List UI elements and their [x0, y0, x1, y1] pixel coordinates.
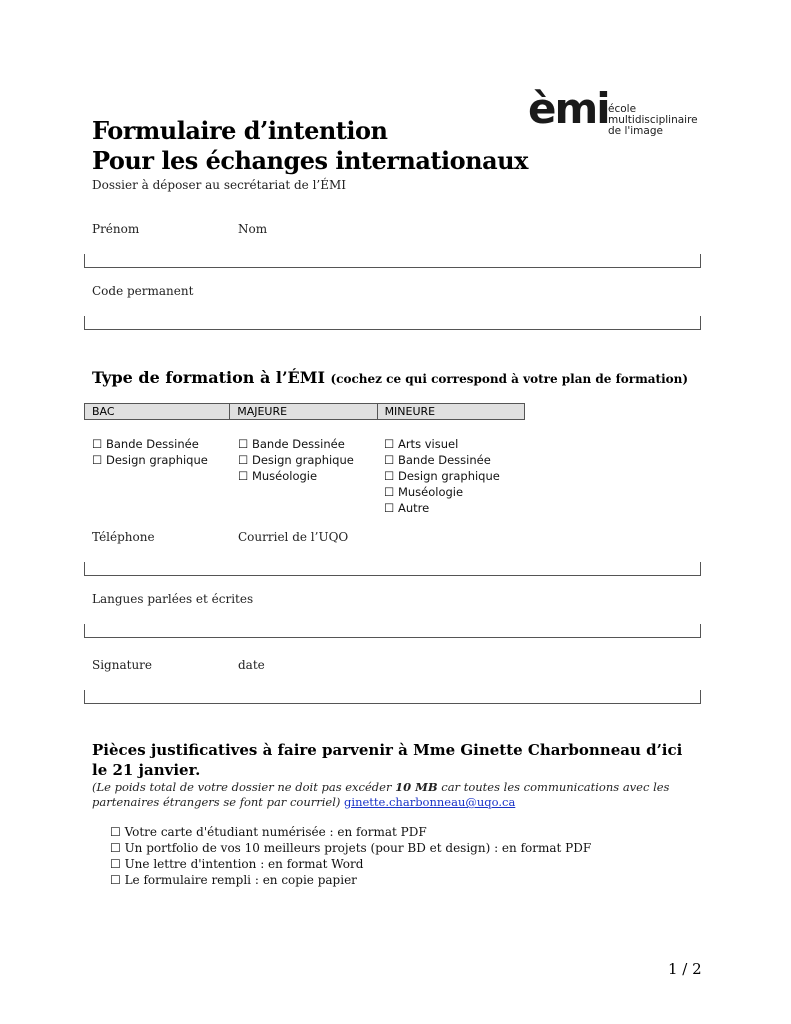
mineure-option-arts-visuel[interactable]: ☐ Arts visuel — [384, 437, 459, 451]
bac-option-bande-dessinee[interactable]: ☐ Bande Dessinée — [92, 437, 199, 451]
majeure-option-bande-dessinee[interactable]: ☐ Bande Dessinée — [238, 437, 345, 451]
page-subtitle: Dossier à déposer au secrétariat de l’ÉMI — [92, 178, 347, 192]
pieces-title: Pièces justificatives à faire parvenir à Mme Ginette Charbonneau d’ici le 21 janvier. — [92, 741, 683, 779]
langues-field[interactable] — [84, 624, 701, 638]
prenom-nom-field[interactable] — [84, 254, 701, 268]
langues-label: Langues parlées et écrites — [92, 592, 254, 606]
formation-section-title — [92, 368, 688, 387]
mineure-option-design-graphique[interactable]: ☐ Design graphique — [384, 469, 500, 483]
mineure-options — [384, 436, 500, 516]
nom-label: Nom — [238, 222, 268, 236]
logo-line-3: de l'image — [608, 125, 663, 137]
document-item-lettre[interactable]: ☐ Une lettre d'intention : en format Word — [110, 857, 364, 871]
logo-line-1: école — [608, 103, 637, 115]
majeure-option-design-graphique[interactable]: ☐ Design graphique — [238, 453, 354, 467]
document-item-portfolio[interactable]: ☐ Un portfolio de vos 10 meilleurs projets (pour BD et design) : en format PDF — [110, 841, 592, 855]
telephone-courriel-field[interactable] — [84, 562, 701, 576]
signature-label: Signature — [92, 658, 153, 672]
code-permanent-label: Code permanent — [92, 284, 194, 298]
logo-mark: èmi — [528, 84, 609, 133]
logo-line-2: multidisciplinaire — [608, 114, 698, 126]
mineure-option-museologie[interactable]: ☐ Muséologie — [384, 485, 464, 499]
mineure-option-autre[interactable]: ☐ Autre — [384, 501, 430, 515]
document-item-carte[interactable]: ☐ Votre carte d'étudiant numérisée : en format PDF — [110, 825, 427, 839]
pieces-note-bold: 10 MB — [395, 780, 438, 794]
page-number: 1 / 2 — [668, 960, 702, 978]
email-link[interactable]: ginette.charbonneau@uqo.ca — [344, 795, 516, 809]
formation-note: (cochez ce qui correspond à votre plan de formation) — [330, 372, 689, 386]
pieces-note-part-1: (Le poids total de votre dossier ne doit pas excéder — [92, 780, 396, 794]
bac-option-design-graphique[interactable]: ☐ Design graphique — [92, 453, 208, 467]
title-line-1: Formulaire d’intention — [92, 116, 388, 145]
telephone-label: Téléphone — [92, 530, 155, 544]
bac-options — [92, 436, 208, 468]
pieces-note-part-2: car toutes les communications avec les partenaires étrangers se font par courriel) — [92, 780, 670, 809]
page-title — [92, 116, 528, 176]
column-bac: BAC — [85, 404, 230, 420]
courriel-label: Courriel de l’UQO — [238, 530, 349, 544]
formation-title: Type de formation à l’ÉMI — [92, 368, 325, 387]
logo-text — [608, 104, 698, 137]
documents-checklist — [110, 824, 591, 888]
title-line-2: Pour les échanges internationaux — [92, 146, 528, 175]
mineure-option-bande-dessinee[interactable]: ☐ Bande Dessinée — [384, 453, 491, 467]
emi-logo — [528, 84, 698, 138]
pieces-note — [92, 780, 712, 810]
majeure-options — [238, 436, 354, 484]
column-mineure: MINEURE — [377, 404, 524, 420]
signature-date-field[interactable] — [84, 690, 701, 704]
prenom-label: Prénom — [92, 222, 140, 236]
column-majeure: MAJEURE — [230, 404, 377, 420]
code-permanent-field[interactable] — [84, 316, 701, 330]
document-item-formulaire[interactable]: ☐ Le formulaire rempli : en copie papier — [110, 873, 357, 887]
date-label: date — [238, 658, 265, 672]
majeure-option-museologie[interactable]: ☐ Muséologie — [238, 469, 318, 483]
formation-type-table — [84, 403, 525, 420]
